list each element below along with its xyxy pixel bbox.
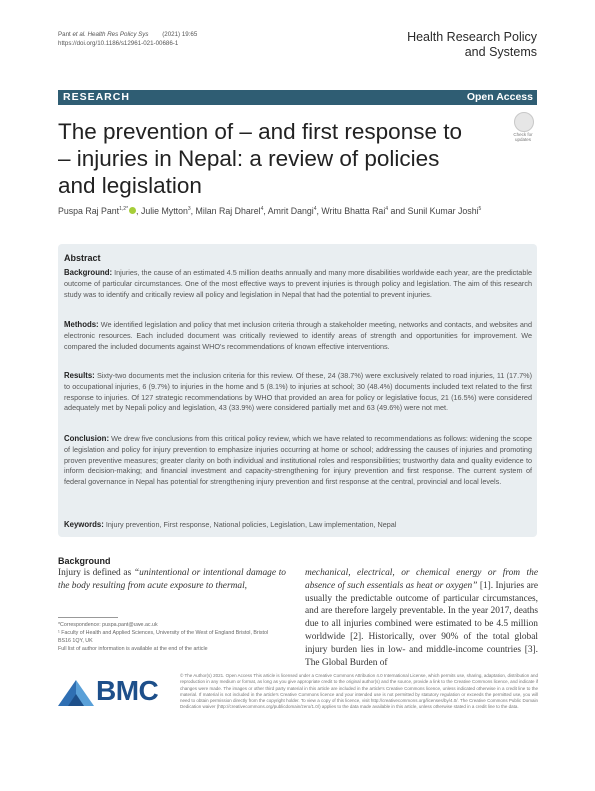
author-affiliation: 4 <box>385 206 389 213</box>
open-access-label: Open Access <box>466 91 533 103</box>
body-col1-quote: “unintentional or intentional damage to the body resulting from acute exposure to thermal, <box>58 568 286 591</box>
abstract-methods-text: We identified legislation and policy that met inclusion criteria through a stakeholder meeting, networks and contacts, and websites and electronic resources. Each included document was critically reviewed to identify areas of strength and opportunities for improvement. We compared the included documents against WHO's recommendations of known effective interventions. <box>64 320 532 351</box>
doi-link[interactable]: https://doi.org/10.1186/s12961-021-00686-1 <box>58 40 179 47</box>
abstract-background-text: Injuries, the cause of an estimated 4.5 million deaths annually and many more disabilities worldwide each year, are the predictable outcome of particular circumstances. One of the most effective ways to prevent injuries is through policy and legislation. The aim of this research study was to identify and critically review all policy and legislation in Nepal that had the potential to prevent injuries. <box>64 268 532 299</box>
check-for-updates-label: Check for updates <box>513 132 533 142</box>
affiliation-note: ¹ Faculty of Health and Applied Sciences, University of the West of England Bristol, Bristol BS16 1QY, UK <box>58 629 269 644</box>
author-affiliation: 4 <box>313 206 317 213</box>
author-name[interactable]: Julie Mytton <box>140 206 188 216</box>
abstract-keywords <box>64 520 532 531</box>
author-affiliation: 4 <box>260 206 264 213</box>
footnote-rule <box>58 617 118 618</box>
article-title: The prevention of – and first response to – injuries in Nepal: a review of policies and legislation <box>58 119 462 198</box>
author-info-note: Full list of author information is available at the end of the article <box>58 645 208 652</box>
bmc-logo <box>58 676 168 706</box>
author-name[interactable]: Writu Bhatta Rai <box>321 206 386 216</box>
abstract-conclusion <box>64 434 532 488</box>
running-head <box>58 30 197 48</box>
journal-name-line1: Health Research Policy <box>407 30 537 44</box>
background-heading: Background <box>58 556 111 566</box>
author-name[interactable]: Amrit Dangi <box>267 206 314 216</box>
abstract-keywords-text: Injury prevention, First response, National policies, Legislation, Law implementation, Nepal <box>103 520 397 529</box>
check-for-updates-icon <box>514 112 534 132</box>
journal-name <box>407 30 537 60</box>
body-column-1 <box>58 567 286 593</box>
running-head-journal: et al. Health Res Policy Sys <box>72 31 149 38</box>
author-name[interactable]: Sunil Kumar Joshi <box>407 206 479 216</box>
running-head-author: Pant <box>58 31 73 38</box>
abstract-methods <box>64 320 532 352</box>
abstract-keywords-label: Keywords: <box>64 520 104 529</box>
abstract-results <box>64 371 532 414</box>
author-name[interactable]: Puspa Raj Pant <box>58 206 120 216</box>
abstract-conclusion-label: Conclusion: <box>64 434 110 443</box>
body-column-2 <box>305 567 538 669</box>
journal-name-line2: and Systems <box>464 45 537 59</box>
abstract-results-label: Results: <box>64 371 95 380</box>
abstract-conclusion-text: We drew five conclusions from this critical policy review, which we have related to recommendations as follows: widening the scope of legislation and policy for injury prevention to emphasize injuries occurring at home or school; addressing the causes of injuries and promoting proven preventive measures; greater clarity on both individual and institutional roles and responsibilities; trustworthy data and quality evidence to inform decision-making; and financial investment and capacity-strengthening for injury prevention and first response. The current system of federal governance in Nepal has potential for strengthening injury prevention and first response at the central, provincial and local levels. <box>64 434 532 487</box>
author-affiliation: 5 <box>478 206 482 213</box>
author-affiliation: 1,2* <box>119 206 129 213</box>
abstract-background-label: Background: <box>64 268 113 277</box>
footnotes <box>58 622 278 654</box>
abstract-background <box>64 268 532 300</box>
author-affiliation: 3 <box>187 206 191 213</box>
abstract-heading: Abstract <box>64 253 101 263</box>
bmc-logo-mark-icon <box>58 676 94 706</box>
abstract-methods-label: Methods: <box>64 320 99 329</box>
author-list: Puspa Raj Pant$^{1,2*}$ , Julie Mytton$^3$, Milan Raj Dharel$^4$, Amrit Dangi$^4$, Writu Bhatta Rai$^4$ and Sunil Kumar Joshi$^5$ <box>58 206 482 216</box>
body-col2-text: [1]. Injuries are usually the predictable outcome of particular circumstances, and are therefore largely preventable. In the year 2017, deaths due to all injuries combined were estimated to be 4.5 million worldwide [2]. Historically, over 90% of the total global injury burden lies in low- and middle-income countries [3]. The Global Burden of <box>305 580 539 668</box>
correspondence-note: *Correspondence: puspa.pant@uwe.ac.uk <box>58 622 158 628</box>
bmc-logo-text: BMC <box>96 675 159 706</box>
body-col1-text: Injury is defined as <box>58 568 134 578</box>
section-label: RESEARCH <box>63 91 130 103</box>
check-for-updates-badge[interactable] <box>508 112 538 148</box>
license-text: © The Author(s) 2021. Open Access This article is licensed under a Creative Commons Attribution 4.0 International License, which permits use, sharing, adaptation, distribution and reproduction in any medium or format, as long as you give appropriate credit to the original author(s) and the source, provide a link to the Creative Commons licence, and indicate if changes were made. The images or other third party material in this article are included in the article's Creative Commons licence, unless indicated otherwise in a credit line to the material. If material is not included in the article's Creative Commons licence and your intended use is not permitted by statutory regulation or exceeds the permitted use, you will need to obtain permission directly from the copyright holder. To view a copy of this licence, visit http://creativecommons.org/licenses/by/4.0/. The Creative Commons Public Domain Dedication waiver (http://creativecommons.org/publicdomain/zero/1.0/) applies to the data made available in this article, unless otherwise stated in a credit line to the data. <box>180 673 538 710</box>
body-col2-quote: mechanical, electrical, or chemical energy or from the absence of such essentials as heat or oxygen” <box>305 568 538 591</box>
author-name[interactable]: Milan Raj Dharel <box>195 206 261 216</box>
running-head-year: (2021) 19:65 <box>162 31 198 38</box>
abstract-results-text: Sixty-two documents met the inclusion criteria for this review. Of these, 24 (38.7%) were exclusively related to road injuries, 11 (17.7%) to occupational injuries, 6 (9.7%) to injuries in the home and 5 (8.1%) to injuries at school; 30 (48.4%) documents included text related to the first response to injuries. Of 127 strategic recommendations by WHO that provided an area for policy or legislative focus, 21 (16.5%) were considered adequately met by Nepali policy and legislation, 43 (33.9%) were considered partially met and 63 (49.6%) were not met. <box>64 371 532 413</box>
orcid-icon[interactable] <box>129 207 136 214</box>
